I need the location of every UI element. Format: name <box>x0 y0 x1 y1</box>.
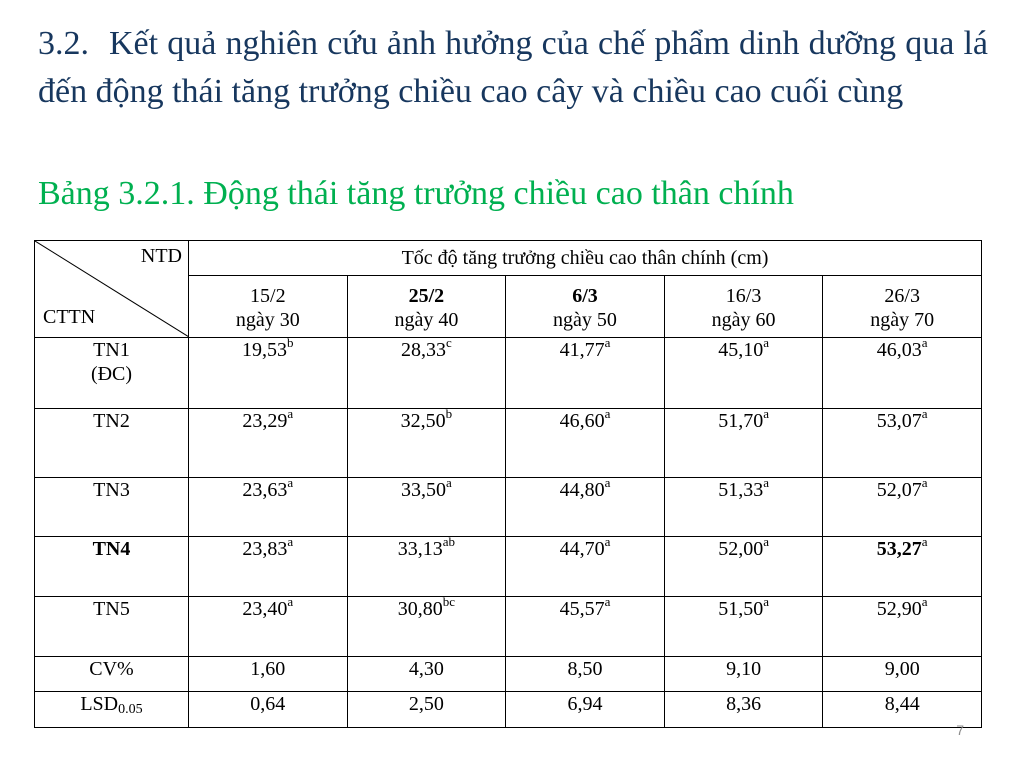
col-header-4 <box>823 276 982 338</box>
cv-value: 9,00 <box>823 657 982 692</box>
growth-table <box>34 240 982 728</box>
lsd-value: 0,64 <box>189 692 348 728</box>
col-day: ngày 60 <box>711 309 776 331</box>
table-caption: Bảng 3.2.1. Động thái tăng trưởng chiều cao thân chính <box>38 175 794 212</box>
row-label-tn5: TN5 <box>35 597 189 657</box>
col-header-2 <box>506 276 665 338</box>
corner-bottom-label: CTTN <box>43 306 96 328</box>
value: 53,27 <box>876 538 922 560</box>
col-header-0 <box>189 276 348 338</box>
value-cell <box>347 534 506 597</box>
value: 23,40 <box>242 598 288 620</box>
value-cell <box>506 335 665 409</box>
significance-letter: a <box>921 534 928 549</box>
significance-letter: a <box>604 335 611 350</box>
value: 53,07 <box>876 410 922 432</box>
cv-value: 9,10 <box>664 657 823 692</box>
col-date: 26/3 <box>884 285 920 307</box>
col-day: ngày 40 <box>394 309 459 331</box>
value-cell <box>506 594 665 657</box>
value: 41,77 <box>559 339 605 361</box>
value-cell <box>189 406 348 478</box>
value-cell <box>506 475 665 537</box>
slide-heading <box>38 20 988 116</box>
value-cell <box>189 335 348 409</box>
value: 23,83 <box>242 538 288 560</box>
corner-top-label: NTD <box>140 245 182 267</box>
significance-letter: a <box>763 594 769 609</box>
lsd-row <box>35 692 982 728</box>
col-date: 15/2 <box>250 285 286 307</box>
lsd-value: 6,94 <box>506 692 665 728</box>
lsd-value: 2,50 <box>347 692 506 728</box>
value-cell <box>506 534 665 597</box>
significance-letter: b <box>287 335 294 350</box>
value: 51,50 <box>718 598 764 620</box>
row-label-note: (ĐC) <box>90 363 133 385</box>
significance-letter: c <box>446 335 452 350</box>
row-label-tn2: TN2 <box>35 409 189 478</box>
col-day: ngày 70 <box>870 309 935 331</box>
value-cell <box>823 534 982 597</box>
value-cell <box>347 475 506 537</box>
col-header-1 <box>347 276 506 338</box>
table-row <box>35 597 982 657</box>
significance-letter: bc <box>442 594 456 609</box>
value-cell <box>823 406 982 478</box>
significance-letter: a <box>763 335 769 350</box>
value: 52,90 <box>876 598 922 620</box>
significance-letter: a <box>921 335 928 350</box>
col-header-3 <box>664 276 823 338</box>
header-row-1 <box>35 241 982 276</box>
row-label-text: TN1 <box>93 339 130 361</box>
value-cell <box>823 475 982 537</box>
row-label-tn3: TN3 <box>35 478 189 537</box>
significance-letter: ab <box>442 534 456 549</box>
col-date: 25/2 <box>408 285 445 307</box>
significance-letter: a <box>763 475 769 490</box>
value-cell <box>664 534 823 597</box>
heading-text: Kết quả nghiên cứu ảnh hưởng của chế phẩm dinh dưỡng qua lá đến động thái tăng trưởng chiều cao cây và chiều cao cuối cùng <box>38 25 988 110</box>
lsd-label-text: LSD <box>80 693 119 715</box>
significance-letter: a <box>763 534 769 549</box>
significance-letter: a <box>604 594 611 609</box>
value: 52,00 <box>718 538 764 560</box>
value: 45,10 <box>718 339 764 361</box>
value: 23,29 <box>242 410 288 432</box>
value-cell <box>506 406 665 478</box>
value: 44,70 <box>559 538 605 560</box>
cv-value: 8,50 <box>506 657 665 692</box>
heading-number: 3.2. <box>38 25 89 62</box>
significance-letter: a <box>604 406 611 421</box>
value-cell <box>189 534 348 597</box>
lsd-value: 8,36 <box>664 692 823 728</box>
col-day: ngày 30 <box>235 309 300 331</box>
cv-value: 1,60 <box>189 657 348 692</box>
value: 32,50 <box>400 410 446 432</box>
value-cell <box>664 594 823 657</box>
value: 28,33 <box>401 339 446 361</box>
lsd-subscript: 0.05 <box>118 702 143 717</box>
value-cell <box>189 594 348 657</box>
value: 30,80 <box>397 598 443 620</box>
value: 19,53 <box>242 339 288 361</box>
row-label-tn1 <box>35 338 189 409</box>
page-number: 7 <box>956 722 964 738</box>
table-row <box>35 338 982 409</box>
value: 51,70 <box>718 410 764 432</box>
lsd-label <box>35 692 189 728</box>
value: 45,57 <box>559 598 605 620</box>
cv-value: 4,30 <box>347 657 506 692</box>
value: 23,63 <box>242 479 288 501</box>
table-row <box>35 409 982 478</box>
value: 33,13 <box>397 538 443 560</box>
span-header: Tốc độ tăng trưởng chiều cao thân chính (cm) <box>189 241 982 276</box>
value-cell <box>347 594 506 657</box>
significance-letter: a <box>604 475 611 490</box>
cv-label: CV% <box>35 657 189 692</box>
value-cell <box>664 335 823 409</box>
value: 33,50 <box>401 479 446 501</box>
value-cell <box>347 335 506 409</box>
table-row <box>35 537 982 597</box>
significance-letter: b <box>445 406 453 421</box>
col-date: 6/3 <box>572 285 598 307</box>
table-row <box>35 478 982 537</box>
significance-letter: a <box>287 406 294 421</box>
corner-cell <box>35 241 189 338</box>
significance-letter: a <box>921 475 928 490</box>
cv-row <box>35 657 982 692</box>
value: 52,07 <box>876 479 922 501</box>
value-cell <box>664 406 823 478</box>
value: 46,60 <box>559 410 605 432</box>
col-date: 16/3 <box>725 285 762 307</box>
significance-letter: a <box>287 594 294 609</box>
col-day: ngày 50 <box>553 309 617 331</box>
value-cell <box>664 475 823 537</box>
significance-letter: a <box>921 594 928 609</box>
significance-letter: a <box>287 475 294 490</box>
value: 44,80 <box>559 479 605 501</box>
significance-letter: a <box>446 475 452 490</box>
value-cell <box>189 475 348 537</box>
value: 51,33 <box>718 479 764 501</box>
value-cell <box>823 594 982 657</box>
significance-letter: a <box>921 406 928 421</box>
value: 46,03 <box>876 339 922 361</box>
value-cell <box>823 335 982 409</box>
row-label-tn4: TN4 <box>35 537 189 597</box>
value-cell <box>347 406 506 478</box>
significance-letter: a <box>763 406 769 421</box>
significance-letter: a <box>604 534 611 549</box>
significance-letter: a <box>287 534 294 549</box>
lsd-value: 8,44 <box>823 692 982 728</box>
